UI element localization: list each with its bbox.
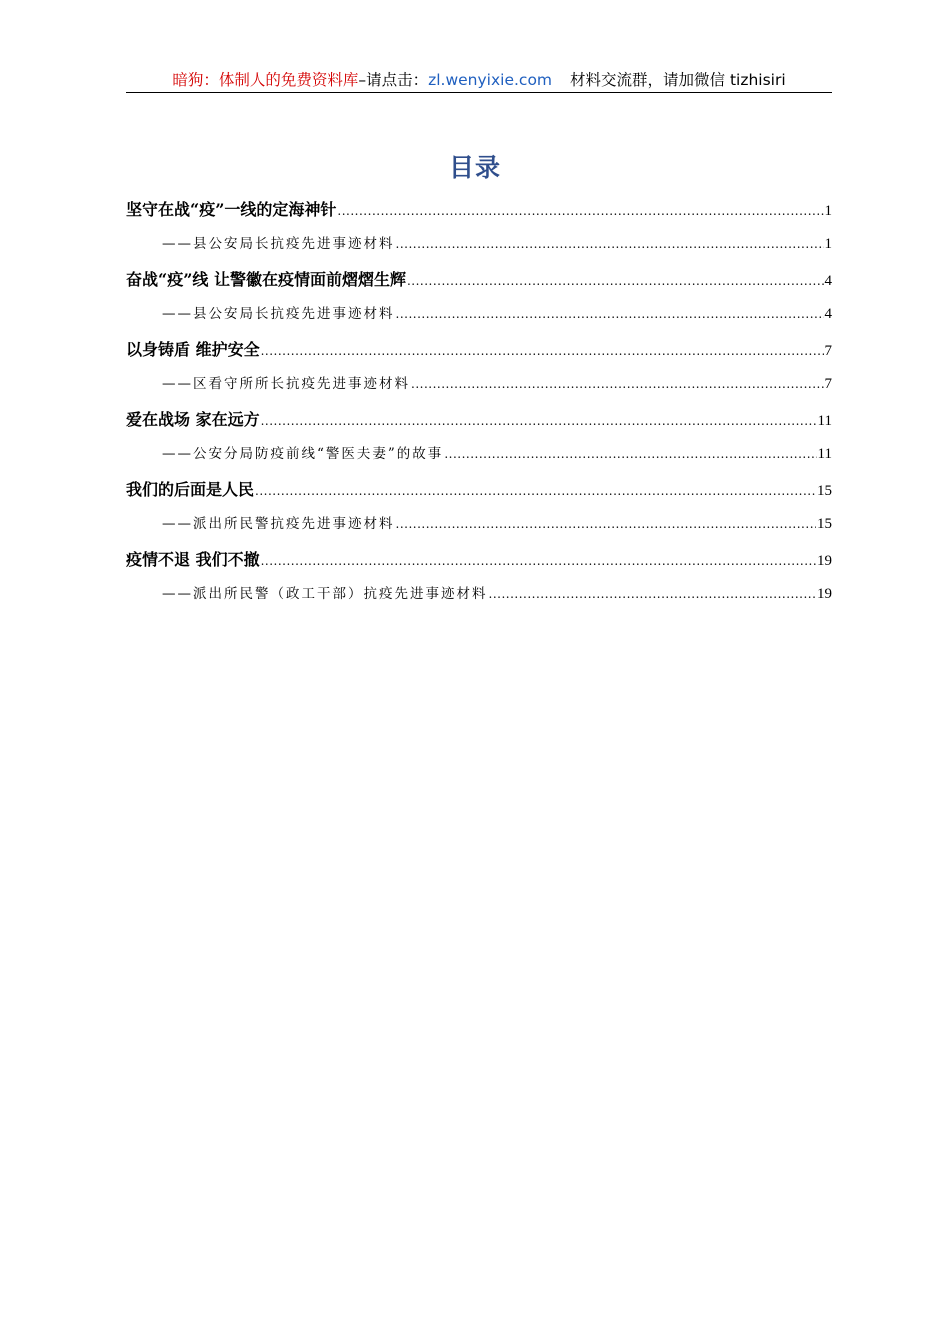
leader-dots [411,367,824,402]
toc-entry[interactable] [126,192,832,227]
header-link[interactable]: zl.wenyixie.com [428,71,553,89]
leader-dots [396,297,824,332]
toc-subentry-title: ——区看守所所长抗疫先进事迹材料 [162,376,410,392]
leader-dots [261,544,816,579]
leader-dots [444,437,816,472]
header-brand: 暗狗：体制人的免费资料库 [172,71,359,89]
toc-subentry-title: ——县公安局长抗疫先进事迹材料 [162,306,395,322]
leader-dots [261,404,817,439]
toc-page-number: 11 [817,413,832,429]
toc-page-number: 4 [824,273,832,289]
toc-page-number: 1 [824,203,832,219]
leader-dots [407,264,824,299]
toc-entry-title: 疫情不退 我们不撤 [126,550,260,569]
header-wechat: 材料交流群，请加微信 tizhisiri [570,71,786,89]
toc-page-number: 15 [817,516,832,532]
toc-entry-title: 坚守在战“疫”一线的定海神针 [126,200,337,219]
toc-entry[interactable] [126,332,832,367]
toc-page-number: 15 [817,483,832,499]
page-header [126,68,832,93]
toc-page-number: 1 [824,236,832,252]
toc-subentry-title: ——县公安局长抗疫先进事迹材料 [162,236,395,252]
toc-entry[interactable] [126,542,832,577]
leader-dots [255,474,816,509]
toc-page-number: 11 [817,446,832,462]
toc-subentry-title: ——派出所民警（政工干部）抗疫先进事迹材料 [162,586,488,602]
toc-subentry[interactable] [126,367,832,402]
toc-page-number: 7 [824,376,832,392]
toc-entry-title: 爱在战场 家在远方 [126,410,260,429]
toc-page-number: 4 [824,306,832,322]
leader-dots [489,577,817,612]
toc-entry-title: 以身铸盾 维护安全 [126,340,260,359]
leader-dots [396,507,817,542]
toc-subentry[interactable] [126,297,832,332]
toc-entry[interactable] [126,472,832,507]
toc-page-number: 7 [824,343,832,359]
toc-entry[interactable] [126,402,832,437]
leader-dots [396,227,824,262]
leader-dots [261,334,824,369]
header-click-prefix: –请点击： [358,71,429,89]
toc-subentry[interactable] [126,577,832,612]
leader-dots [337,194,823,229]
toc-subentry-title: ——公安分局防疫前线“警医夫妻”的故事 [162,446,444,462]
toc-subentry[interactable] [126,507,832,542]
toc-page-number: 19 [817,553,832,569]
toc-page-number: 19 [817,586,832,602]
toc-subentry-title: ——派出所民警抗疫先进事迹材料 [162,516,395,532]
toc-subentry[interactable] [126,227,832,262]
toc-entry-title: 我们的后面是人民 [126,480,255,499]
toc-entry[interactable] [126,262,832,297]
toc-entry-title: 奋战“疫”线 让警徽在疫情面前熠熠生辉 [126,270,406,289]
toc-subentry[interactable] [126,437,832,472]
toc-title: 目录 [448,153,501,182]
table-of-contents [126,192,832,612]
